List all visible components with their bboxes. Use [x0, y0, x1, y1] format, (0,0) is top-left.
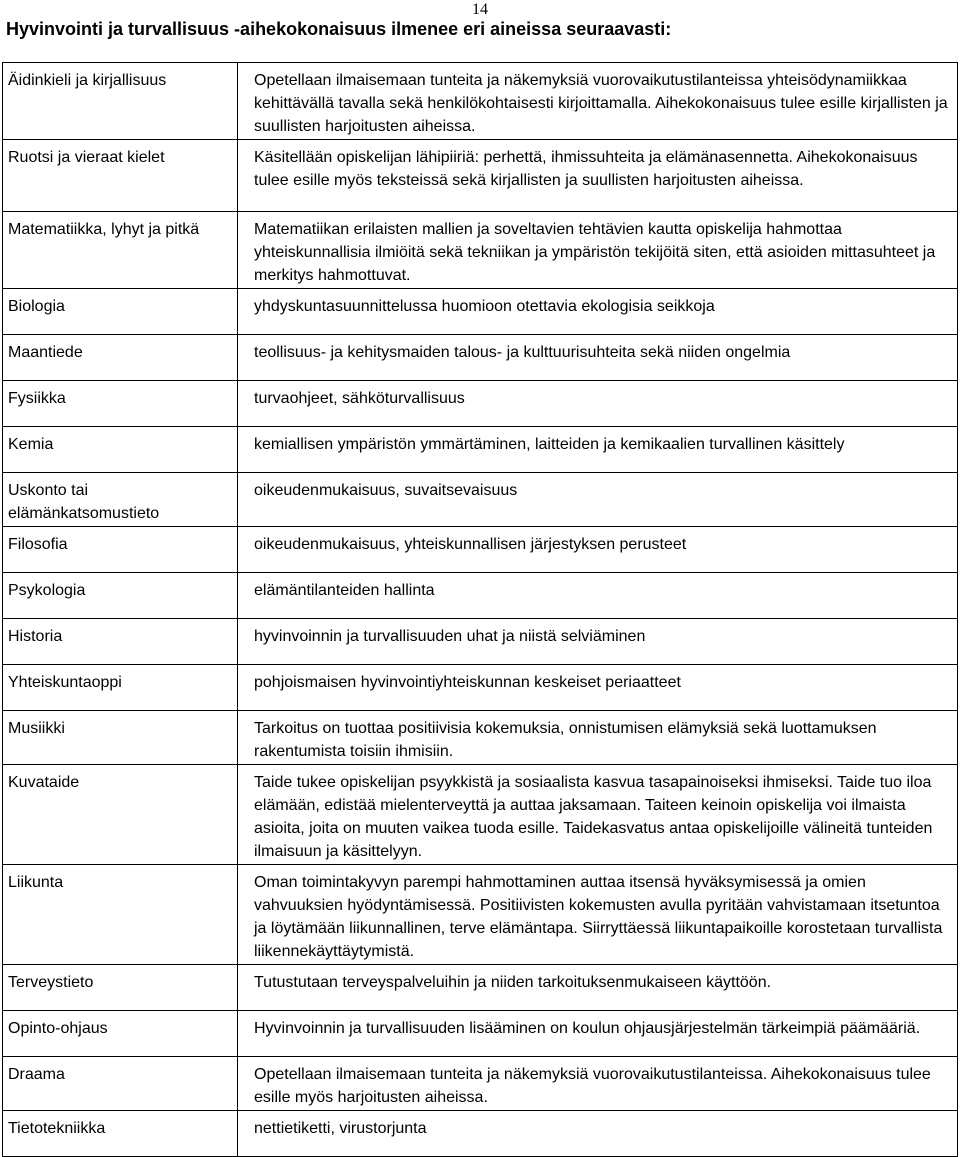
- subject-table: [2, 62, 958, 1157]
- description-text: nettietiketti, virustorjunta: [254, 1120, 427, 1137]
- subject-cell: Ruotsi ja vieraat kielet: [3, 140, 238, 212]
- table-row: [3, 427, 958, 473]
- table-row: [3, 63, 958, 140]
- description-text: oikeudenmukaisuus, yhteiskunnallisen järjestyksen perusteet: [254, 536, 687, 553]
- description-cell: [238, 1057, 958, 1111]
- description-cell: [238, 381, 958, 427]
- description-text: pohjoismaisen hyvinvointiyhteiskunnan keskeiset periaatteet: [254, 674, 681, 691]
- description-cell: [238, 335, 958, 381]
- description-cell: [238, 711, 958, 765]
- description-cell: [238, 573, 958, 619]
- description-text: Matematiikan erilaisten mallien ja soveltavien tehtävien kautta opiskelija hahmottaa yhteiskunnallisia ilmiöitä sekä tekniikan ja ympäristön tekijöitä siten, että asioiden mittasuhteet ja merkitys hahmottuvat.: [254, 221, 936, 284]
- table-row: [3, 381, 958, 427]
- table-row: [3, 1111, 958, 1157]
- description-cell: [238, 212, 958, 289]
- subject-cell: Maantiede: [3, 335, 238, 381]
- table-row: [3, 335, 958, 381]
- description-cell: [238, 965, 958, 1011]
- table-row: [3, 140, 958, 212]
- description-text: oikeudenmukaisuus, suvaitsevaisuus: [254, 482, 518, 499]
- description-text: Hyvinvoinnin ja turvallisuuden lisääminen on koulun ohjausjärjestelmän tärkeimpiä päämääriä.: [254, 1020, 921, 1037]
- description-text: hyvinvoinnin ja turvallisuuden uhat ja niistä selviäminen: [254, 628, 646, 645]
- subject-cell: Biologia: [3, 289, 238, 335]
- subject-cell: Liikunta: [3, 865, 238, 965]
- description-text: Tutustutaan terveyspalveluihin ja niiden tarkoituksenmukaiseen käyttöön.: [254, 974, 772, 991]
- table-row: [3, 527, 958, 573]
- description-cell: [238, 473, 958, 527]
- table-row: [3, 765, 958, 865]
- table-row: [3, 665, 958, 711]
- description-text: Käsitellään opiskelijan lähipiiriä: perhettä, ihmissuhteita ja elämänasennetta. Aihekokonaisuus tulee esille myös teksteissä sekä kirjallisten ja suullisten harjoitusten aiheissa.: [254, 149, 918, 189]
- description-cell: [238, 289, 958, 335]
- description-cell: [238, 63, 958, 140]
- table-row: [3, 1011, 958, 1057]
- subject-cell: Opinto-ohjaus: [3, 1011, 238, 1057]
- description-text: Opetellaan ilmaisemaan tunteita ja näkemyksiä vuorovaikutustilanteissa yhteisödynamiikkaa kehittävällä tavalla sekä henkilökohtaisesti kirjoittamalla. Aihekokonaisuus tulee esille kirjallisten ja suullisten harjoitusten aiheissa.: [254, 72, 948, 135]
- description-cell: [238, 619, 958, 665]
- subject-cell: Uskonto tai elämänkatsomustieto: [3, 473, 238, 527]
- subject-cell: Kuvataide: [3, 765, 238, 865]
- description-text: elämäntilanteiden hallinta: [254, 582, 435, 599]
- description-text: Opetellaan ilmaisemaan tunteita ja näkemyksiä vuorovaikutustilanteissa. Aihekokonaisuus tulee esille myös harjoitusten aiheissa.: [254, 1066, 931, 1106]
- table-row: [3, 289, 958, 335]
- table-row: [3, 473, 958, 527]
- table-row: [3, 573, 958, 619]
- subject-cell: Draama: [3, 1057, 238, 1111]
- description-text: kemiallisen ympäristön ymmärtäminen, laitteiden ja kemikaalien turvallinen käsittely: [254, 436, 845, 453]
- page-heading: Hyvinvointi ja turvallisuus -aihekokonaisuus ilmenee eri aineissa seuraavasti:: [6, 19, 672, 39]
- description-text: turvaohjeet, sähköturvallisuus: [254, 390, 465, 407]
- description-text: yhdyskuntasuunnittelussa huomioon otettavia ekologisia seikkoja: [254, 298, 715, 315]
- description-text: Oman toimintakyvyn parempi hahmottaminen auttaa itsensä hyväksymisessä ja omien vahvuuksien hyödyntämisessä. Positiivisten kokemusten avulla pyritään vahvistamaan itsetuntoa ja löytämään liikunnallinen, terve elämäntapa. Siirryttäessä liikuntapaikoille korostetaan turvallista liikennekäyttäytymistä.: [254, 874, 943, 960]
- description-cell: [238, 140, 958, 212]
- page-number: 14: [472, 1, 488, 18]
- table-row: [3, 212, 958, 289]
- subject-cell: Yhteiskuntaoppi: [3, 665, 238, 711]
- subject-cell: Historia: [3, 619, 238, 665]
- description-cell: [238, 665, 958, 711]
- table-row: [3, 619, 958, 665]
- description-cell: [238, 1111, 958, 1157]
- table-row: [3, 865, 958, 965]
- table-row: [3, 1057, 958, 1111]
- description-cell: [238, 1011, 958, 1057]
- table-row: [3, 965, 958, 1011]
- description-cell: [238, 527, 958, 573]
- subject-cell: Fysiikka: [3, 381, 238, 427]
- subject-cell: Kemia: [3, 427, 238, 473]
- subject-cell: Tietotekniikka: [3, 1111, 238, 1157]
- subject-cell: Terveystieto: [3, 965, 238, 1011]
- description-cell: [238, 765, 958, 865]
- description-text: teollisuus- ja kehitysmaiden talous- ja kulttuurisuhteita sekä niiden ongelmia: [254, 344, 791, 361]
- description-text: Tarkoitus on tuottaa positiivisia kokemuksia, onnistumisen elämyksiä sekä luottamuksen rakentumista toisiin ihmisiin.: [254, 720, 877, 760]
- description-cell: [238, 865, 958, 965]
- description-cell: [238, 427, 958, 473]
- subject-cell: Musiikki: [3, 711, 238, 765]
- subject-cell: Filosofia: [3, 527, 238, 573]
- subject-cell: Äidinkieli ja kirjallisuus: [3, 63, 238, 140]
- subject-cell: Psykologia: [3, 573, 238, 619]
- description-text: Taide tukee opiskelijan psyykkistä ja sosiaalista kasvua tasapainoiseksi ihmiseksi. Taide tuo iloa elämään, edistää mielenterveyttä ja auttaa jaksamaan. Taiteen keinoin opiskelija voi ilmaista asioita, joita on muuten vaikea tuoda esille. Taidekasvatus antaa opiskelijoille välineitä tunteiden ilmaisuun ja käsittelyyn.: [254, 774, 933, 860]
- table-row: [3, 711, 958, 765]
- subject-cell: Matematiikka, lyhyt ja pitkä: [3, 212, 238, 289]
